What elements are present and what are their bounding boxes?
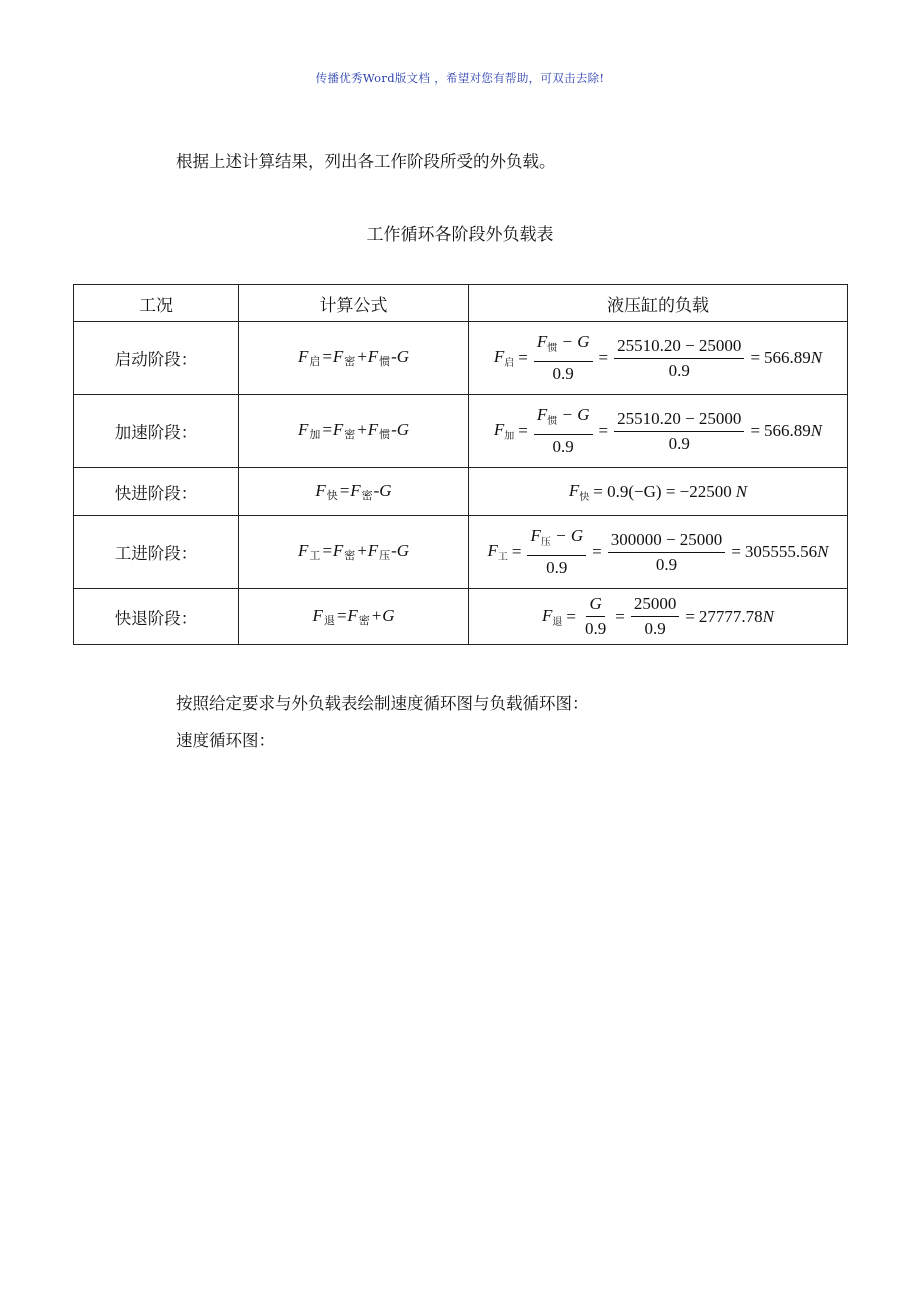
formula: $F_工=F_密+F_压-G$	[297, 541, 410, 562]
formula: $F_启=F_密+F_惯-G$	[297, 347, 410, 368]
load-cell	[469, 395, 848, 468]
table-header-row	[74, 285, 848, 322]
load-equation: $F_退$ = $\frac{G}{0.9}$ = $\frac{25000}{0.9}$ = 27777.78N	[541, 594, 774, 638]
load-cell	[469, 589, 848, 645]
formula-cell	[239, 468, 469, 516]
formula: $F_加=F_密+F_惯-G$	[297, 420, 410, 441]
header-formula: 计算公式	[239, 285, 469, 322]
load-cell	[469, 516, 848, 589]
header-cylinder-load: 液压缸的负载	[469, 285, 848, 322]
load-equation: $F_快$ = 0.9(−G) = −22500 N	[568, 480, 748, 503]
formula-cell	[239, 395, 469, 468]
formula: $F_快=F_密-G$	[315, 480, 392, 502]
header-note: 传播优秀Word版文档 ，希望对您有帮助，可双击去除!	[315, 71, 605, 85]
table-row	[74, 516, 848, 589]
load-equation: $F_加$ = $\frac{F_惯 - G}{0.9}$ = $\frac{25510.20 - 25000}{0.9}$ = 566.89N	[493, 405, 823, 456]
stage-cell: 工进阶段：	[74, 516, 239, 589]
formula: $F_退=F_密+G$	[312, 605, 395, 627]
formula-cell	[239, 322, 469, 395]
formula-cell	[239, 589, 469, 645]
section-label: 速度循环图：	[176, 731, 275, 750]
table-row	[74, 589, 848, 645]
table-row	[74, 322, 848, 395]
stage-cell: 加速阶段：	[74, 395, 239, 468]
table-row	[74, 468, 848, 516]
load-cell	[469, 322, 848, 395]
stage-cell: 快退阶段：	[74, 589, 239, 645]
formula-cell	[239, 516, 469, 589]
paragraph-after-table: 按照给定要求与外负载表绘制速度循环图与负载循环图：	[176, 694, 589, 713]
stage-cell: 快进阶段：	[74, 468, 239, 516]
table-caption: 工作循环各阶段外负载表	[366, 225, 554, 245]
intro-paragraph: 根据上述计算结果，列出各工作阶段所受的外负载。	[176, 152, 556, 171]
table-row	[74, 395, 848, 468]
load-cell	[469, 468, 848, 516]
load-equation: $F_工$ = $\frac{F_压 - G}{0.9}$ = $\frac{300000 - 25000}{0.9}$ = 305555.56N	[487, 526, 829, 577]
load-equation: $F_启$ = $\frac{F_惯 - G}{0.9}$ = $\frac{25510.20 - 25000}{0.9}$ = 566.89N	[493, 332, 823, 383]
stage-cell: 启动阶段：	[74, 322, 239, 395]
header-condition: 工况	[74, 285, 239, 322]
load-table	[73, 284, 848, 645]
